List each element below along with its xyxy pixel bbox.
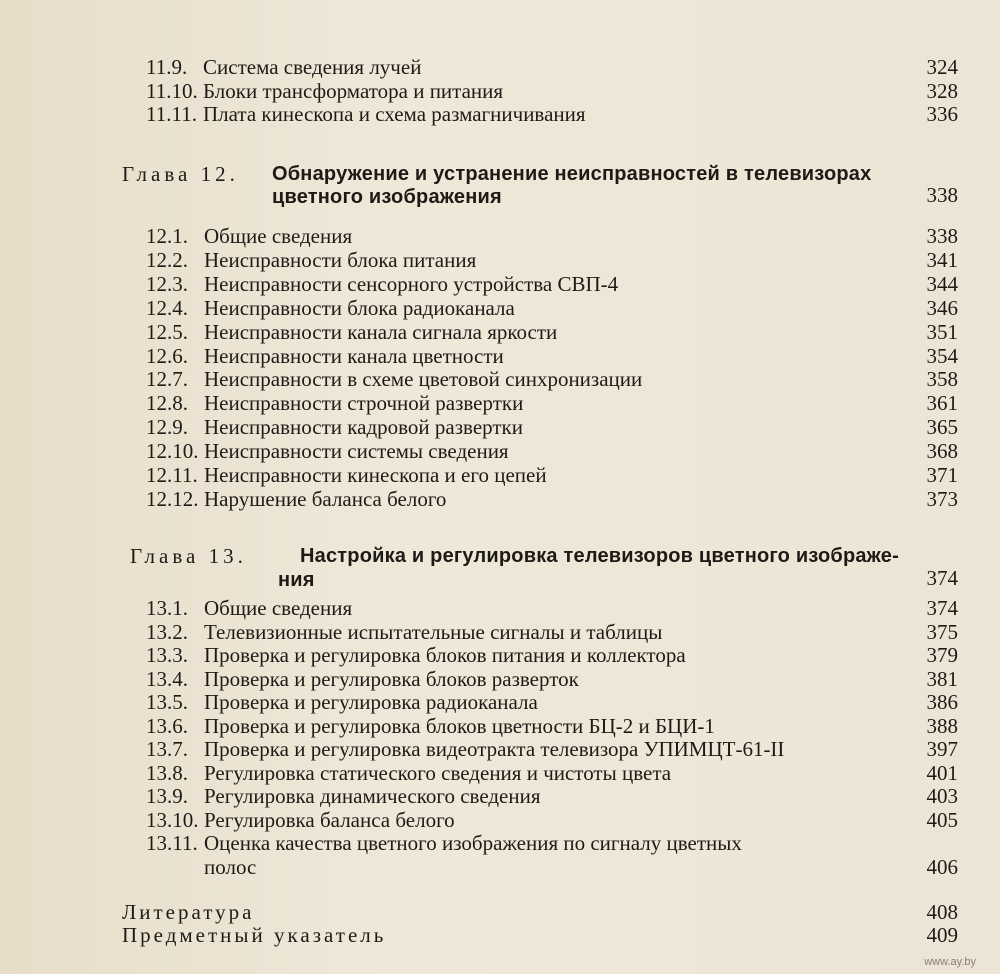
- page-number: 403: [926, 784, 958, 808]
- page-number: 338: [926, 224, 958, 248]
- section-number: 12.8.: [146, 391, 188, 416]
- page-number: 397: [926, 737, 958, 761]
- section-title: Нарушение баланса белого: [204, 486, 447, 511]
- page-number: 368: [926, 439, 958, 464]
- section-title: Неисправности системы сведения: [204, 439, 509, 464]
- section-title: Проверка и регулировка радиоканала: [204, 690, 538, 714]
- page-number: 386: [926, 690, 958, 714]
- section-number: 13.6.: [146, 713, 188, 738]
- section-number: 13.7.: [146, 737, 188, 761]
- page-number: 388: [926, 713, 958, 738]
- section-number: 12.4.: [146, 295, 188, 320]
- page-number: 358: [926, 367, 958, 392]
- page-number: 328: [926, 79, 958, 103]
- section-title: Неисправности кинескопа и его цепей: [204, 463, 547, 487]
- section-title: Проверка и регулировка блоков разверток: [204, 666, 579, 691]
- section-title: Неисправности кадровой развертки: [204, 415, 523, 440]
- page-number: 408: [926, 900, 958, 924]
- page-number: 406: [926, 855, 958, 879]
- section-number: 13.1.: [146, 596, 188, 620]
- section-number: 12.9.: [146, 415, 188, 440]
- chapter-title-line1: Настройка и регулировка телевизоров цветного изображе-: [300, 545, 899, 567]
- section-number: 13.5.: [146, 690, 188, 714]
- section-title: Телевизионные испытательные сигналы и таблицы: [204, 619, 663, 644]
- page-number: 338: [926, 183, 958, 207]
- section-number: 12.10.: [146, 439, 199, 464]
- page-number: 341: [926, 247, 958, 272]
- section-number: 13.2.: [146, 619, 188, 644]
- section-number: 11.10.: [146, 79, 198, 103]
- section-title: Регулировка баланса белого: [204, 807, 455, 832]
- section-number: 13.9.: [146, 784, 188, 808]
- page-number: 409: [926, 923, 958, 947]
- section-title: Неисправности блока радиоканала: [204, 295, 515, 320]
- page-number: 379: [926, 643, 958, 667]
- section-number: 12.6.: [146, 343, 188, 368]
- section-title: Система сведения лучей: [203, 55, 422, 79]
- section-title: Неисправности в схеме цветовой синхронизации: [204, 367, 643, 392]
- page-number: 374: [926, 566, 958, 590]
- section-number: 13.10.: [146, 807, 199, 832]
- back-matter-title: Литература: [122, 900, 255, 924]
- page-number: 405: [926, 807, 958, 832]
- section-number: 12.12.: [146, 486, 199, 511]
- section-number: 12.3.: [146, 271, 188, 296]
- page-number: 336: [926, 102, 958, 126]
- section-title: Неисправности канала сигнала яркости: [204, 319, 558, 344]
- section-title: Блоки трансформатора и питания: [203, 79, 504, 103]
- section-number: 13.11.: [146, 831, 198, 855]
- section-title-line1: Оценка качества цветного изображения по сигналу цветных: [204, 831, 742, 855]
- chapter-label: Глава 12.: [122, 162, 239, 186]
- section-number: 11.11.: [146, 102, 197, 126]
- section-title: Неисправности блока питания: [204, 247, 477, 272]
- section-title: Проверка и регулировка видеотракта телевизора УПИМЦТ-61-II: [204, 737, 785, 761]
- page-number: 373: [926, 486, 958, 511]
- section-number: 12.1.: [146, 224, 188, 248]
- page-number: 371: [926, 463, 958, 487]
- page-number: 375: [926, 619, 958, 644]
- chapter-title-line1: Обнаружение и устранение неисправностей в телевизорах: [272, 163, 872, 185]
- page-number: 344: [926, 271, 958, 296]
- section-title: Общие сведения: [204, 596, 353, 620]
- section-title: Проверка и регулировка блоков цветности БЦ-2 и БЦИ-1: [204, 713, 715, 738]
- section-number: 12.2.: [146, 247, 188, 272]
- page-number: 401: [926, 760, 958, 785]
- section-number: 12.11.: [146, 463, 198, 487]
- section-number: 13.8.: [146, 760, 188, 785]
- section-title: Неисправности сенсорного устройства СВП-4: [204, 271, 619, 296]
- chapter-label: Глава 13.: [130, 544, 247, 568]
- section-number: 11.9.: [146, 55, 188, 79]
- section-title: Плата кинескопа и схема размагничивания: [203, 102, 586, 126]
- section-title: Неисправности канала цветности: [204, 343, 504, 368]
- section-title-line2: полос: [204, 855, 257, 879]
- page-number: 381: [926, 666, 958, 691]
- section-title: Общие сведения: [204, 224, 353, 248]
- page-number: 365: [926, 415, 958, 440]
- page-number: 351: [926, 319, 958, 344]
- page-number: 361: [926, 391, 958, 416]
- section-number: 13.3.: [146, 643, 188, 667]
- section-number: 12.5.: [146, 319, 188, 344]
- chapter-title-line2: цветного изображения: [272, 186, 502, 208]
- page-number: 354: [926, 343, 958, 368]
- back-matter-title: Предметный указатель: [122, 923, 387, 947]
- section-title: Регулировка статического сведения и чистоты цвета: [204, 760, 672, 785]
- page-number: 324: [926, 55, 958, 79]
- chapter-title-line2: ния: [278, 569, 315, 591]
- page-number: 346: [926, 295, 958, 320]
- section-title: Регулировка динамического сведения: [204, 784, 541, 808]
- page-number: 374: [926, 596, 958, 620]
- section-title: Проверка и регулировка блоков питания и коллектора: [204, 643, 686, 667]
- section-number: 13.4.: [146, 666, 188, 691]
- watermark: www.ay.by: [924, 956, 976, 968]
- section-title: Неисправности строчной развертки: [204, 391, 524, 416]
- section-number: 12.7.: [146, 367, 188, 392]
